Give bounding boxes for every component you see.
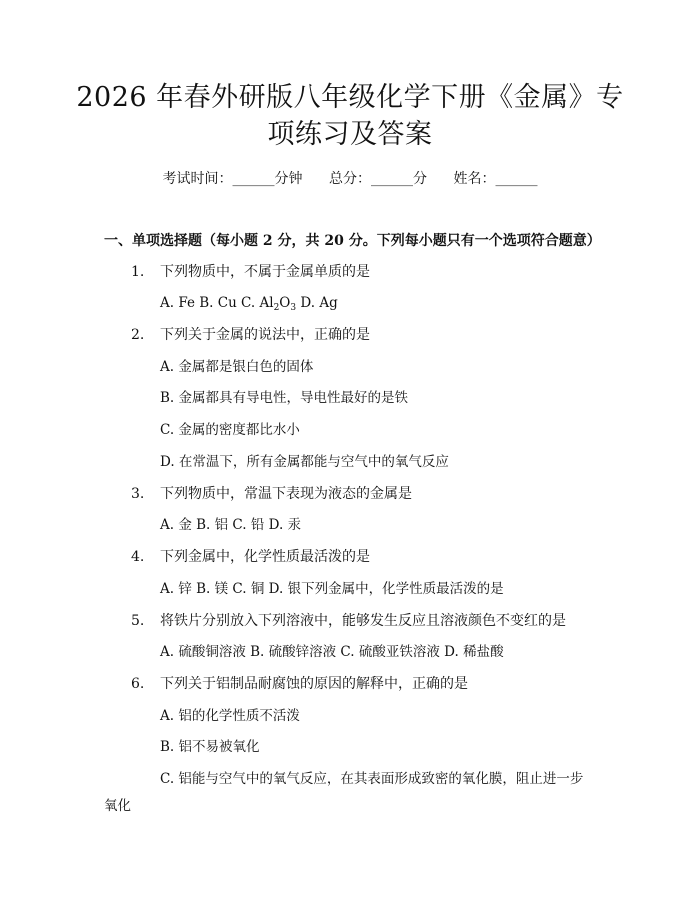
option-a: A. 铝的化学性质不活泼 bbox=[160, 708, 300, 724]
exam-time: 考试时间：______分钟 bbox=[162, 171, 303, 187]
section-heading: 一、单项选择题（每小题 2 分，共 20 分。下列每小题只有一个选项符合题意） bbox=[104, 233, 601, 249]
question-text: 下列金属中，化学性质最活泼的是 bbox=[160, 549, 370, 565]
question-text: 下列物质中，常温下表现为液态的金属是 bbox=[160, 486, 412, 502]
document-title-line-1: 2026 年春外研版八年级化学下册《金属》专 bbox=[76, 82, 624, 113]
option-a: A. 金属都是银白色的固体 bbox=[160, 359, 314, 375]
question-number: 4. bbox=[131, 549, 145, 565]
question-options: A. 硫酸铜溶液 B. 硫酸锌溶液 C. 硫酸亚铁溶液 D. 稀盐酸 bbox=[160, 644, 504, 660]
question-text: 下列物质中，不属于金属单质的是 bbox=[160, 264, 370, 280]
subscript: 2 bbox=[273, 303, 280, 313]
option-c: C. 金属的密度都比水小 bbox=[160, 422, 300, 438]
question-number: 2. bbox=[131, 327, 145, 343]
exam-info bbox=[0, 168, 700, 188]
subscript: 3 bbox=[290, 303, 297, 313]
option-text: D. Ag bbox=[296, 295, 338, 311]
option-text: A. Fe B. Cu C. Al bbox=[160, 295, 274, 311]
question-text: 下列关于金属的说法中，正确的是 bbox=[160, 327, 370, 343]
option-c: C. 铝能与空气中的氧气反应，在其表面形成致密的氧化膜，阻止进一步 bbox=[160, 771, 584, 787]
option-b: B. 铝不易被氧化 bbox=[160, 739, 260, 755]
question-number: 1. bbox=[131, 264, 145, 280]
question-text: 下列关于铝制品耐腐蚀的原因的解释中，正确的是 bbox=[160, 676, 468, 692]
question-number: 5. bbox=[131, 613, 145, 629]
question-options bbox=[160, 293, 338, 318]
option-d: D. 在常温下，所有金属都能与空气中的氧气反应 bbox=[160, 454, 449, 470]
option-text: O bbox=[279, 295, 291, 311]
question-options: A. 金 B. 铝 C. 铅 D. 汞 bbox=[160, 517, 302, 533]
question-number: 3. bbox=[131, 486, 145, 502]
exam-score: 总分：______分 bbox=[329, 171, 427, 187]
question-text: 将铁片分别放入下列溶液中，能够发生反应且溶液颜色不变红的是 bbox=[160, 613, 566, 629]
question-number: 6. bbox=[131, 676, 145, 692]
option-c-continuation: 氧化 bbox=[104, 798, 131, 814]
student-name: 姓名：______ bbox=[453, 171, 538, 187]
option-b: B. 金属都具有导电性，导电性最好的是铁 bbox=[160, 390, 409, 406]
question-options: A. 锌 B. 镁 C. 铜 D. 银下列金属中，化学性质最活泼的是 bbox=[160, 581, 504, 597]
document-title-line-2: 项练习及答案 bbox=[267, 119, 433, 150]
